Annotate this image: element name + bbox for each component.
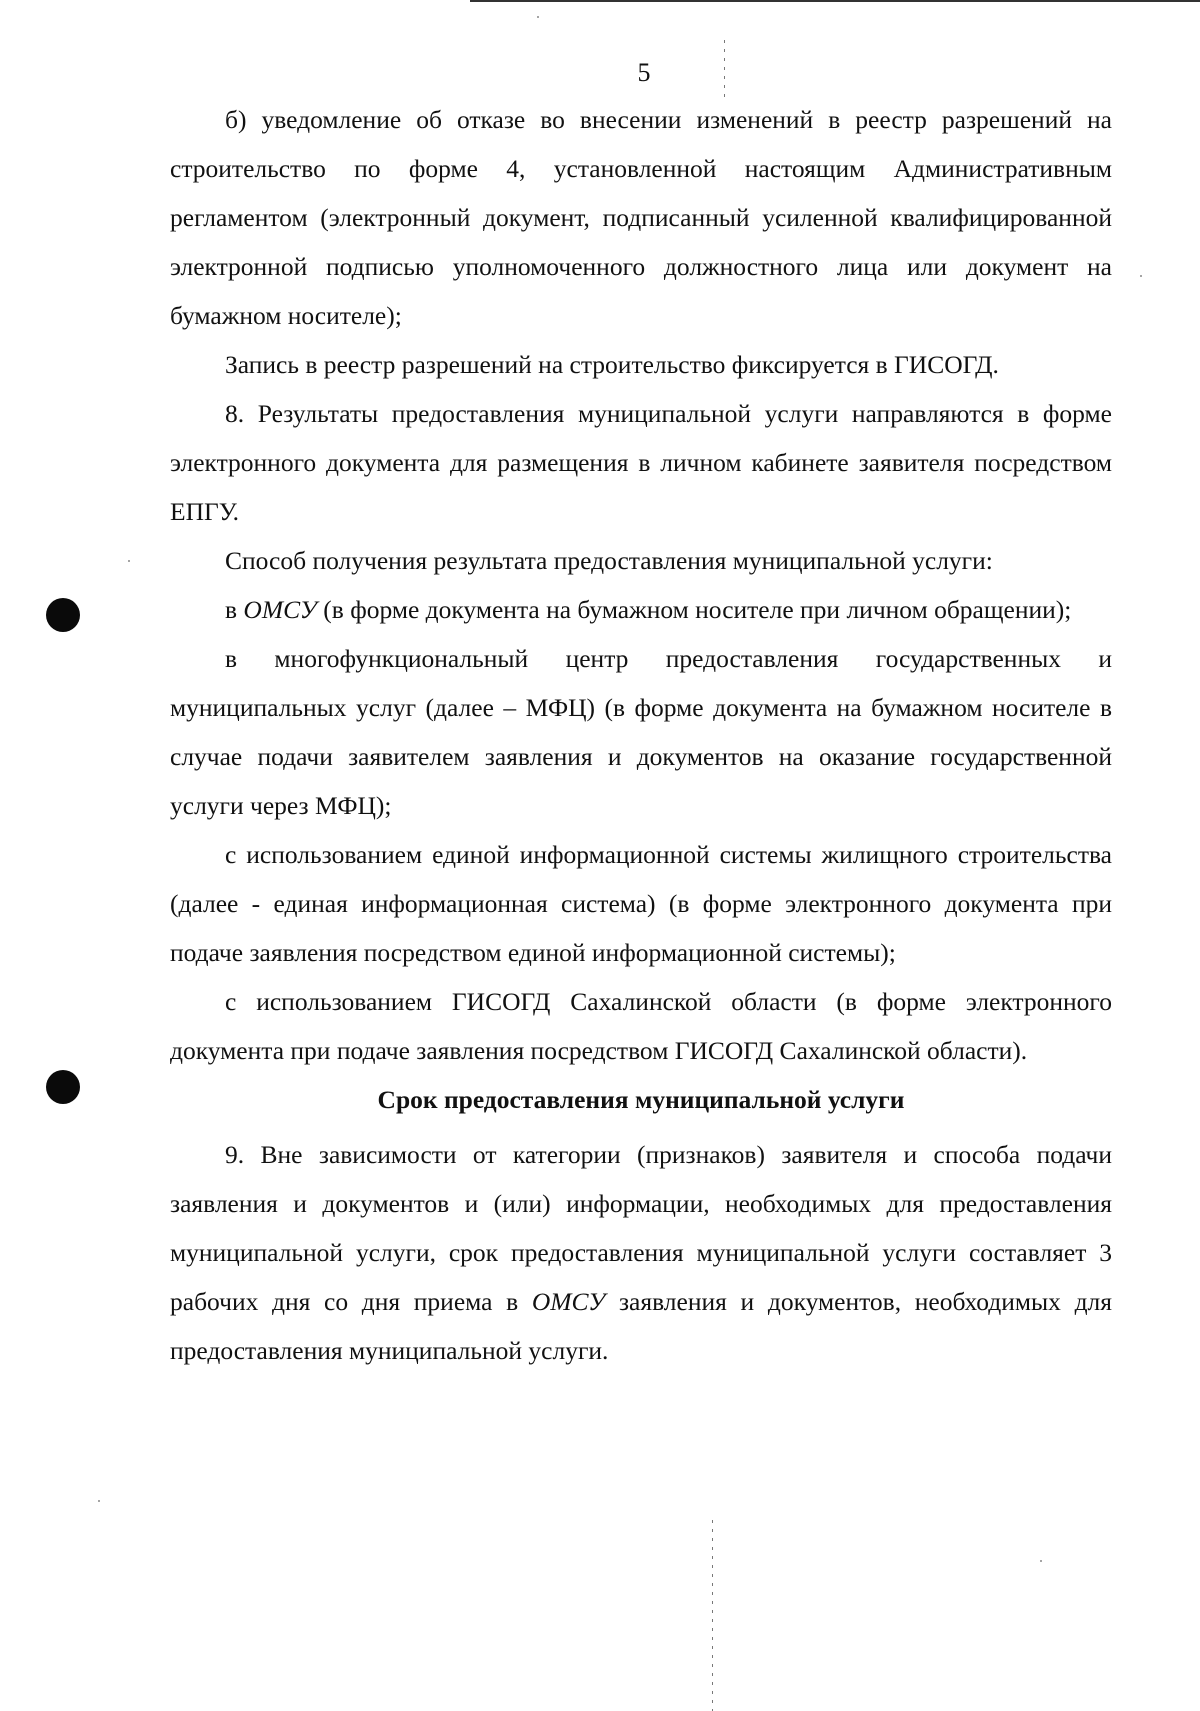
paragraph-text: заявления и документов, необходимых для предоставления муниципальной услуги. xyxy=(170,1287,1112,1365)
paragraph xyxy=(170,95,1112,340)
document-body xyxy=(170,95,1112,1375)
paragraph-text: б) уведомление об отказе во внесении изменений в реестр разрешений на строительство по форме 4, установленной настоящим Административным регламентом (электронный документ, подписанный усиленной квалифицированной электронной подписью уполномоченного должностного лица или документ на бумажном носителе); xyxy=(170,105,1112,330)
paragraph xyxy=(170,389,1112,536)
paragraph xyxy=(170,977,1112,1075)
scan-edge-line xyxy=(470,0,1200,2)
heading-text: Срок предоставления муниципальной услуги xyxy=(377,1085,905,1114)
paragraph-text: 9. Вне зависимости от категории (признаков) заявителя и способа подачи заявления и документов и (или) информации, необходимых для предоставления муниципальной услуги, срок предоставления муниципальной услуги составляет 3 рабочих дня со дня приема в xyxy=(170,1140,1112,1316)
italic-term: ОМСУ xyxy=(531,1287,606,1316)
scan-crease xyxy=(712,1520,713,1711)
page-number: 5 xyxy=(637,58,651,87)
paragraph xyxy=(170,830,1112,977)
paragraph xyxy=(170,634,1112,830)
punch-hole xyxy=(46,1070,80,1104)
italic-term: ОМСУ xyxy=(243,595,317,624)
paragraph xyxy=(170,585,1112,634)
scan-speck xyxy=(537,16,539,18)
punch-hole xyxy=(46,598,80,632)
paragraph xyxy=(170,536,1112,585)
paragraph-text: Запись в реестр разрешений на строительство фиксируется в ГИСОГД. xyxy=(225,350,999,379)
paragraph-text: Способ получения результата предоставления муниципальной услуги: xyxy=(225,546,993,575)
paragraph-text: в xyxy=(225,595,244,624)
paragraph-text: (в форме документа на бумажном носителе при личном обращении); xyxy=(316,595,1072,624)
paragraph-text: с использованием единой информационной системы жилищного строительства (далее - единая информационная система) (в форме электронного документа при подаче заявления посредством единой информационной системы); xyxy=(170,840,1112,967)
scan-speck xyxy=(1040,1560,1042,1562)
section-heading xyxy=(170,1075,1112,1124)
paragraph-text: в многофункциональный центр предоставления государственных и муниципальных услуг (далее – МФЦ) (в форме документа на бумажном носителе в случае подачи заявителем заявления и документов на оказание государственной услуги через МФЦ); xyxy=(170,644,1112,820)
scan-speck xyxy=(1140,275,1142,277)
scan-speck xyxy=(98,1500,100,1502)
paragraph xyxy=(170,340,1112,389)
paragraph-text: 8. Результаты предоставления муниципальной услуги направляются в форме электронного документа для размещения в личном кабинете заявителя посредством ЕПГУ. xyxy=(170,399,1112,526)
scan-speck xyxy=(128,560,130,562)
paragraph-text: с использованием ГИСОГД Сахалинской области (в форме электронного документа при подаче заявления посредством ГИСОГД Сахалинской области). xyxy=(170,987,1112,1065)
paragraph xyxy=(170,1130,1112,1375)
